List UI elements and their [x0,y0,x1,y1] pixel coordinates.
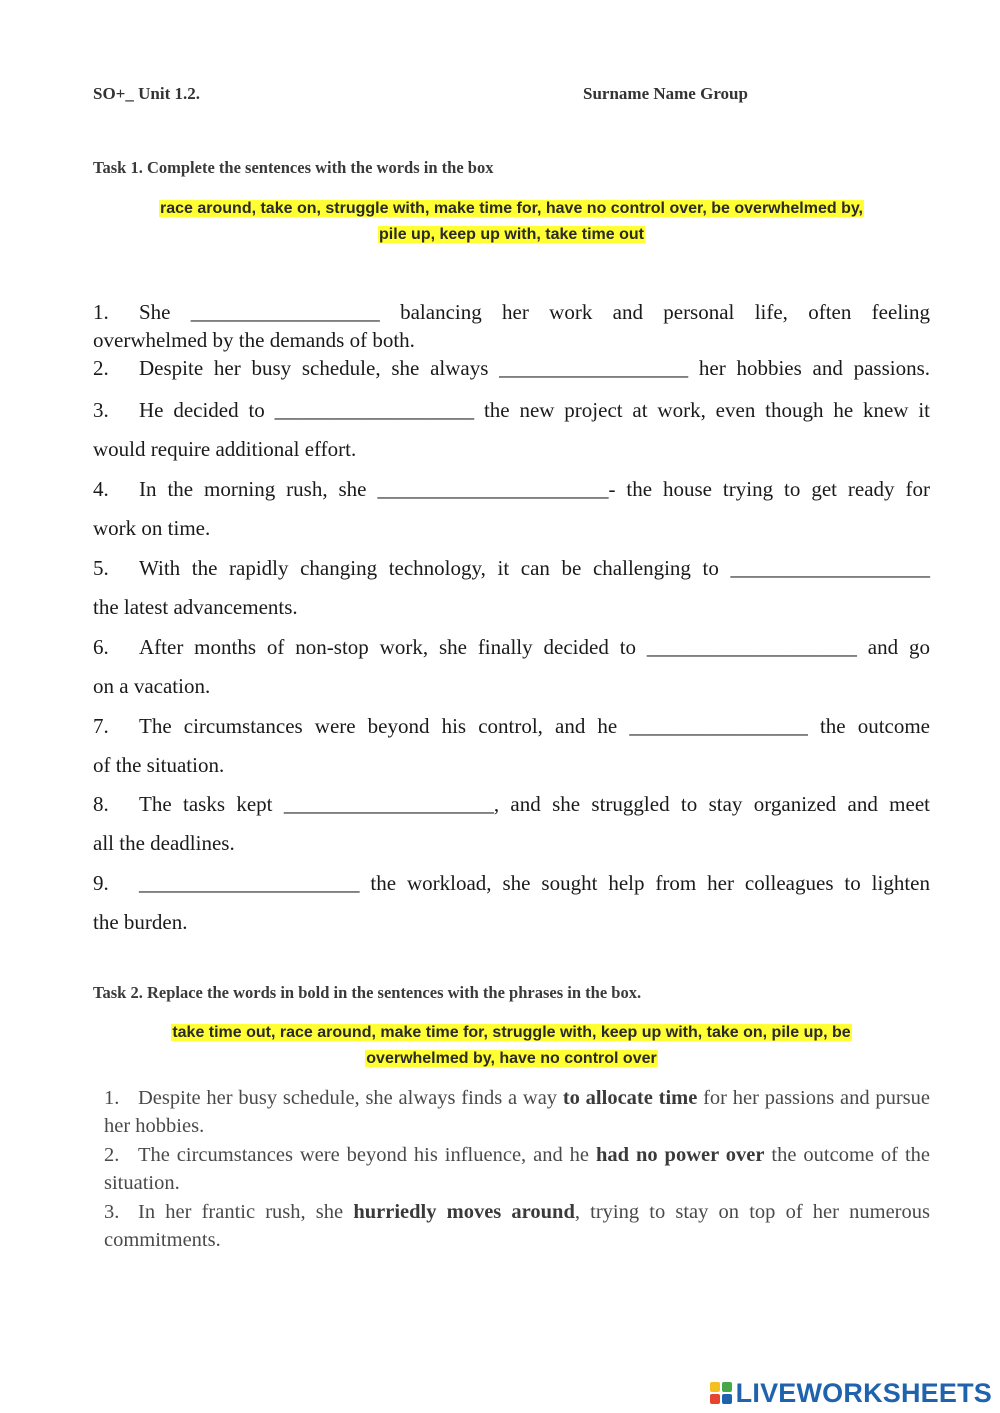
item-text: She __________________ balancing her work and personal life, often feeling [139,300,930,324]
task1-item [93,707,930,786]
item-text: The circumstances were beyond his influence, and he [138,1144,596,1166]
task2-word-box [93,1020,930,1072]
task1-item [93,470,930,549]
logo-square [722,1394,732,1404]
task1-item-line [93,864,930,903]
item-number: 1. [104,1087,120,1109]
logo-square [710,1394,720,1404]
task1-item-line [93,354,930,382]
liveworksheets-logo[interactable] [710,1378,992,1408]
item-text: After months of non-stop work, she finally decided to ____________________ and go [139,635,930,659]
bold-phrase: to allocate time [562,1087,698,1109]
task2-item [104,1084,930,1140]
item-number: 1. [93,300,109,324]
item-text: In her frantic rush, she [138,1201,354,1223]
task2-title: Task 2. Replace the words in bold in the sentences with the phrases in the box. [93,983,642,1002]
item-text: for her passions and pursue her hobbies. [104,1087,930,1137]
task1-item [93,354,930,382]
task1-item-line [93,391,930,430]
item-number: 4. [93,477,109,501]
task1-item [93,628,930,707]
item-text: He decided to ___________________ the new project at work, even though he knew it [139,398,930,422]
task1-item-line2: would require additional effort. [93,437,357,462]
task1-item-line [93,549,930,588]
task1-item [93,785,930,864]
task1-item [93,864,930,943]
item-number: 5. [93,556,109,580]
task2-item [104,1141,930,1197]
item-number: 7. [93,714,109,738]
task1-word-box-line1: race around, take on, struggle with, make time for, have no control over, be overwhelmed by, [160,200,863,217]
task1-word-box [93,196,930,248]
task1-item [93,391,930,470]
item-text: The tasks kept ____________________, and she struggled to stay organized and meet [139,792,930,816]
task1-item [93,298,930,354]
task1-item-line2: the latest advancements. [93,595,298,620]
task1-item-line2: on a vacation. [93,674,211,699]
item-number: 3. [93,398,109,422]
item-text: The circumstances were beyond his control, and he _________________ the outcome [139,714,930,738]
task1-title: Task 1. Complete the sentences with the words in the box [93,158,494,177]
item-text: In the morning rush, she ______________________- the house trying to get ready for [139,477,930,501]
task1-item-line2: the burden. [93,910,188,935]
task1-item-line [93,707,930,746]
item-number: 8. [93,792,109,816]
task2-word-box-line2: overwhelmed by, have no control over [366,1050,657,1067]
task2-word-box-line1: take time out, race around, make time for, struggle with, keep up with, take on, pile up, be [172,1024,851,1041]
unit-heading: SO+_ Unit 1.2. [93,84,200,103]
task1-item-line [93,298,930,326]
logo-grid-icon [710,1382,732,1404]
task1-item [93,549,930,628]
item-text: , trying to stay on top of her numerous commitments. [104,1201,930,1251]
item-text: Despite her busy schedule, she always finds a way [138,1087,563,1109]
task1-item-line [93,628,930,667]
item-text: With the rapidly changing technology, it can be challenging to ___________________ [139,556,930,580]
item-number: 3. [104,1201,120,1223]
task2-item [104,1198,930,1254]
bold-phrase: hurriedly moves around [353,1201,575,1223]
item-number: 6. [93,635,109,659]
logo-square [722,1382,732,1392]
item-text: Despite her busy schedule, she always __________________ her hobbies and passions. [139,356,930,380]
item-number: 2. [104,1144,120,1166]
student-info-heading: Surname Name Group [583,84,748,103]
logo-square [710,1382,720,1392]
task1-item-line2: overwhelmed by the demands of both. [93,328,415,352]
task1-item-line2: work on time. [93,516,211,541]
task1-item-line2: of the situation. [93,753,225,778]
logo-text: LIVEWORKSHEETS [735,1377,992,1408]
task1-item-line2: all the deadlines. [93,831,235,856]
task1-word-box-line2: pile up, keep up with, take time out [379,226,644,243]
item-text: _____________________ the workload, she sought help from her colleagues to lighten [139,871,930,895]
task1-item-line [93,470,930,509]
item-number: 9. [93,871,109,895]
item-number: 2. [93,356,109,380]
item-text: the outcome of the situation. [104,1144,930,1194]
task1-item-line [93,785,930,824]
bold-phrase: had no power over [595,1144,765,1166]
